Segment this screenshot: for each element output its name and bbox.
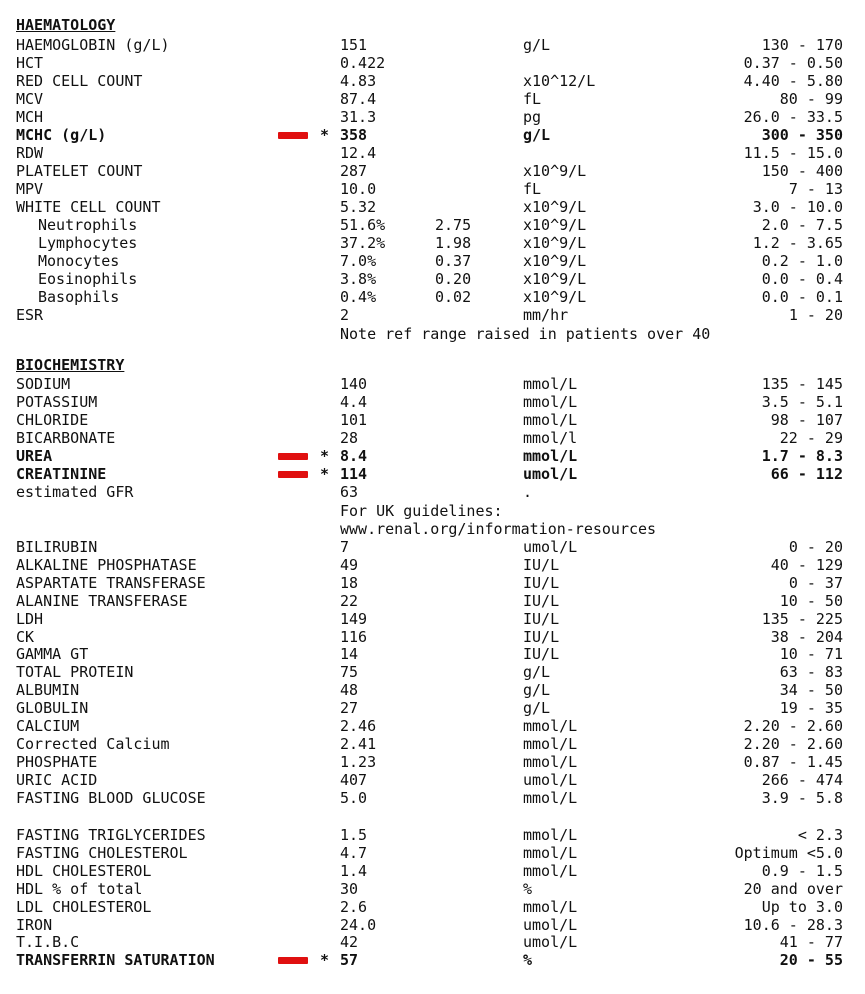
- abnormal-asterisk: *: [320, 126, 330, 144]
- test-name: TRANSFERRIN SATURATION: [16, 951, 215, 970]
- test-value: 24.0: [340, 915, 377, 934]
- test-value: 10.0: [340, 180, 377, 198]
- reference-range: 11.5 - 15.0: [743, 144, 843, 162]
- result-row: [0, 36, 865, 54]
- test-value: 2.46: [340, 717, 377, 735]
- test-name: T.I.B.C: [16, 933, 80, 952]
- reference-range: 10.6 - 28.3: [743, 915, 843, 934]
- test-value: 49: [340, 555, 359, 574]
- test-unit: mmol/l: [523, 429, 578, 447]
- result-row: [0, 465, 865, 483]
- result-row: [0, 538, 865, 556]
- result-row: [0, 880, 865, 898]
- test-name: RDW: [16, 144, 44, 162]
- reference-range: 38 - 204: [770, 627, 843, 646]
- result-row: [0, 252, 865, 270]
- abnormal-flag-marker: [278, 957, 308, 964]
- abnormal-asterisk: *: [320, 465, 330, 483]
- test-value: 2: [340, 306, 350, 324]
- test-unit: %: [523, 879, 533, 898]
- test-value: 287: [340, 162, 368, 180]
- test-value: 3.8%: [340, 270, 377, 288]
- gfr-note-url: www.renal.org/information-resources: [340, 520, 657, 538]
- test-value: 2.6: [340, 897, 368, 916]
- absolute-count: 2.75: [435, 216, 472, 234]
- result-row: [0, 699, 865, 717]
- test-value: 4.83: [340, 72, 377, 90]
- test-value: 358: [340, 126, 368, 144]
- test-name: MCH: [16, 108, 44, 126]
- reference-range: 10 - 50: [779, 591, 843, 610]
- test-unit: IU/L: [523, 591, 560, 610]
- reference-range: 22 - 29: [779, 429, 843, 447]
- test-name: Monocytes: [38, 252, 120, 270]
- result-row: [0, 411, 865, 429]
- reference-range: 3.0 - 10.0: [752, 198, 843, 216]
- test-name: LDL CHOLESTEROL: [16, 897, 152, 916]
- test-name: estimated GFR: [16, 483, 134, 501]
- reference-range: 80 - 99: [779, 90, 843, 108]
- test-value: 101: [340, 411, 368, 429]
- test-value: 2.41: [340, 734, 377, 753]
- test-name: SODIUM: [16, 375, 71, 393]
- test-value: 5.0: [340, 788, 368, 807]
- reference-range: 98 - 107: [770, 411, 843, 429]
- test-name: LDH: [16, 609, 44, 628]
- test-unit: x10^9/L: [523, 216, 587, 234]
- reference-range: 20 - 55: [779, 951, 843, 970]
- test-value: 1.5: [340, 826, 368, 844]
- reference-range: 135 - 225: [761, 609, 843, 628]
- test-unit: mmol/L: [523, 375, 578, 393]
- test-name: GAMMA GT: [16, 645, 89, 664]
- test-name: ASPARTATE TRANSFERASE: [16, 573, 206, 592]
- reference-range: 20 and over: [743, 879, 843, 898]
- reference-range: 19 - 35: [779, 699, 843, 718]
- result-row: [0, 483, 865, 501]
- test-value: 48: [340, 681, 359, 700]
- test-value: 151: [340, 36, 368, 54]
- test-unit: IU/L: [523, 609, 560, 628]
- result-row: [0, 375, 865, 393]
- reference-range: Optimum <5.0: [734, 843, 843, 862]
- test-value: 27: [340, 699, 359, 718]
- absolute-count: 0.37: [435, 252, 472, 270]
- test-unit: IU/L: [523, 573, 560, 592]
- test-unit: mm/hr: [523, 306, 569, 324]
- test-unit: mmol/L: [523, 734, 578, 753]
- test-value: 4.7: [340, 843, 368, 862]
- abnormal-flag-marker: [278, 471, 308, 478]
- result-row: [0, 216, 865, 234]
- test-name: Eosinophils: [38, 270, 138, 288]
- test-unit: x10^9/L: [523, 234, 587, 252]
- test-unit: umol/L: [523, 465, 578, 483]
- test-unit: IU/L: [523, 555, 560, 574]
- test-value: 75: [340, 663, 359, 682]
- reference-range: 300 - 350: [761, 126, 843, 144]
- test-name: FASTING TRIGLYCERIDES: [16, 826, 206, 844]
- test-value: 18: [340, 573, 359, 592]
- reference-range: 40 - 129: [770, 555, 843, 574]
- result-row: [0, 735, 865, 753]
- test-unit: x10^9/L: [523, 270, 587, 288]
- result-row: [0, 447, 865, 465]
- test-value: 7.0%: [340, 252, 377, 270]
- test-value: 28: [340, 429, 359, 447]
- test-value: 140: [340, 375, 368, 393]
- reference-range: 34 - 50: [779, 681, 843, 700]
- result-row: [0, 270, 865, 288]
- result-row: [0, 592, 865, 610]
- test-unit: %: [523, 951, 533, 970]
- test-name: MCV: [16, 90, 44, 108]
- test-name: CK: [16, 627, 35, 646]
- result-row: [0, 429, 865, 447]
- test-value: 30: [340, 879, 359, 898]
- test-unit: mmol/L: [523, 861, 578, 880]
- result-row: [0, 898, 865, 916]
- result-row: [0, 916, 865, 934]
- test-name: UREA: [16, 447, 53, 465]
- test-unit: mmol/L: [523, 843, 578, 862]
- test-name: FASTING BLOOD GLUCOSE: [16, 788, 206, 807]
- test-unit: umol/L: [523, 770, 578, 789]
- abnormal-asterisk: *: [320, 951, 330, 970]
- test-value: 63: [340, 483, 359, 501]
- test-unit: fL: [523, 180, 542, 198]
- test-unit: umol/L: [523, 538, 578, 556]
- test-name: URIC ACID: [16, 770, 98, 789]
- result-row: [0, 54, 865, 72]
- test-name: WHITE CELL COUNT: [16, 198, 161, 216]
- test-unit: mmol/L: [523, 897, 578, 916]
- test-name: HCT: [16, 54, 44, 72]
- reference-range: 7 - 13: [788, 180, 843, 198]
- reference-range: 26.0 - 33.5: [743, 108, 843, 126]
- test-name: IRON: [16, 915, 53, 934]
- result-row: [0, 789, 865, 807]
- test-unit: mmol/L: [523, 447, 578, 465]
- test-value: 8.4: [340, 447, 368, 465]
- test-unit: g/L: [523, 699, 551, 718]
- reference-range: 4.40 - 5.80: [743, 72, 843, 90]
- test-value: 22: [340, 591, 359, 610]
- test-unit: mmol/L: [523, 717, 578, 735]
- test-value: 1.23: [340, 752, 377, 771]
- test-name: CALCIUM: [16, 717, 80, 735]
- test-name: MPV: [16, 180, 44, 198]
- abnormal-asterisk: *: [320, 447, 330, 465]
- reference-range: 3.5 - 5.1: [761, 393, 843, 411]
- result-row: [0, 108, 865, 126]
- test-value: 14: [340, 645, 359, 664]
- test-value: 149: [340, 609, 368, 628]
- result-row: [0, 753, 865, 771]
- test-value: 37.2%: [340, 234, 386, 252]
- result-row: [0, 574, 865, 592]
- test-unit: mmol/L: [523, 826, 578, 844]
- test-value: 51.6%: [340, 216, 386, 234]
- test-value: 31.3: [340, 108, 377, 126]
- reference-range: 2.0 - 7.5: [761, 216, 843, 234]
- result-row: [0, 862, 865, 880]
- test-value: 1.4: [340, 861, 368, 880]
- abnormal-flag-marker: [278, 453, 308, 460]
- test-name: FASTING CHOLESTEROL: [16, 843, 188, 862]
- test-value: 114: [340, 465, 368, 483]
- result-row: [0, 90, 865, 108]
- test-value: 87.4: [340, 90, 377, 108]
- test-value: 0.4%: [340, 288, 377, 306]
- test-unit: umol/L: [523, 933, 578, 952]
- result-row: [0, 645, 865, 663]
- reference-range: < 2.3: [797, 826, 843, 844]
- test-name: CREATININE: [16, 465, 107, 483]
- result-row: [0, 306, 865, 324]
- result-row: [0, 393, 865, 411]
- reference-range: 0.0 - 0.1: [761, 288, 843, 306]
- test-unit: umol/L: [523, 915, 578, 934]
- test-name: HDL % of total: [16, 879, 143, 898]
- test-name: BILIRUBIN: [16, 538, 98, 556]
- result-row: [0, 198, 865, 216]
- test-value: 57: [340, 951, 359, 970]
- test-value: 7: [340, 538, 350, 556]
- result-row: [0, 72, 865, 90]
- result-row: [0, 234, 865, 252]
- reference-range: 0.9 - 1.5: [761, 861, 843, 880]
- result-row: [0, 933, 865, 951]
- test-value: 5.32: [340, 198, 377, 216]
- absolute-count: 1.98: [435, 234, 472, 252]
- test-unit: g/L: [523, 663, 551, 682]
- reference-range: 266 - 474: [761, 770, 843, 789]
- test-unit: IU/L: [523, 645, 560, 664]
- esr-note: Note ref range raised in patients over 40: [340, 325, 711, 343]
- reference-range: 0.0 - 0.4: [761, 270, 843, 288]
- reference-range: 0 - 20: [788, 538, 843, 556]
- test-unit: x10^9/L: [523, 198, 587, 216]
- result-row: [0, 628, 865, 646]
- test-unit: IU/L: [523, 627, 560, 646]
- test-unit: x10^12/L: [523, 72, 596, 90]
- test-name: Basophils: [38, 288, 120, 306]
- test-value: 0.422: [340, 54, 386, 72]
- absolute-count: 0.20: [435, 270, 472, 288]
- test-unit: fL: [523, 90, 542, 108]
- reference-range: Up to 3.0: [761, 897, 843, 916]
- test-unit: pg: [523, 108, 542, 126]
- absolute-count: 0.02: [435, 288, 472, 306]
- reference-range: 0.87 - 1.45: [743, 752, 843, 771]
- test-name: Neutrophils: [38, 216, 138, 234]
- test-name: HAEMOGLOBIN (g/L): [16, 36, 170, 54]
- result-row: [0, 556, 865, 574]
- test-unit: .: [523, 483, 533, 501]
- test-value: 116: [340, 627, 368, 646]
- test-unit: g/L: [523, 36, 551, 54]
- reference-range: 0.37 - 0.50: [743, 54, 843, 72]
- result-row: [0, 826, 865, 844]
- reference-range: 0.2 - 1.0: [761, 252, 843, 270]
- test-name: ESR: [16, 306, 44, 324]
- test-name: BICARBONATE: [16, 429, 116, 447]
- test-unit: x10^9/L: [523, 252, 587, 270]
- result-row: [0, 844, 865, 862]
- abnormal-flag-marker: [278, 132, 308, 139]
- result-row: [0, 126, 865, 144]
- reference-range: 2.20 - 2.60: [743, 734, 843, 753]
- test-unit: mmol/L: [523, 411, 578, 429]
- reference-range: 1.2 - 3.65: [752, 234, 843, 252]
- test-name: POTASSIUM: [16, 393, 98, 411]
- result-row: [0, 951, 865, 969]
- test-name: ALANINE TRANSFERASE: [16, 591, 188, 610]
- gfr-note-guidelines: For UK guidelines:: [340, 502, 503, 520]
- test-name: TOTAL PROTEIN: [16, 663, 134, 682]
- result-row: [0, 180, 865, 198]
- result-row: [0, 663, 865, 681]
- test-unit: mmol/L: [523, 393, 578, 411]
- test-name: RED CELL COUNT: [16, 72, 143, 90]
- section-title-haematology: HAEMATOLOGY: [16, 16, 116, 34]
- reference-range: 1.7 - 8.3: [761, 447, 843, 465]
- test-value: 12.4: [340, 144, 377, 162]
- reference-range: 1 - 20: [788, 306, 843, 324]
- result-row: [0, 717, 865, 735]
- test-unit: x10^9/L: [523, 288, 587, 306]
- reference-range: 150 - 400: [761, 162, 843, 180]
- reference-range: 0 - 37: [788, 573, 843, 592]
- test-name: GLOBULIN: [16, 699, 89, 718]
- result-row: [0, 144, 865, 162]
- test-value: 407: [340, 770, 368, 789]
- test-value: 42: [340, 933, 359, 952]
- test-value: 4.4: [340, 393, 368, 411]
- test-name: Lymphocytes: [38, 234, 138, 252]
- test-name: PLATELET COUNT: [16, 162, 143, 180]
- reference-range: 130 - 170: [761, 36, 843, 54]
- test-name: HDL CHOLESTEROL: [16, 861, 152, 880]
- test-unit: g/L: [523, 126, 551, 144]
- test-unit: mmol/L: [523, 752, 578, 771]
- result-row: [0, 288, 865, 306]
- reference-range: 63 - 83: [779, 663, 843, 682]
- result-row: [0, 162, 865, 180]
- test-name: CHLORIDE: [16, 411, 89, 429]
- reference-range: 10 - 71: [779, 645, 843, 664]
- reference-range: 41 - 77: [779, 933, 843, 952]
- result-row: [0, 610, 865, 628]
- reference-range: 3.9 - 5.8: [761, 788, 843, 807]
- result-row: [0, 771, 865, 789]
- test-name: Corrected Calcium: [16, 734, 170, 753]
- reference-range: 2.20 - 2.60: [743, 717, 843, 735]
- result-row: [0, 681, 865, 699]
- reference-range: 66 - 112: [770, 465, 843, 483]
- test-name: MCHC (g/L): [16, 126, 107, 144]
- test-unit: x10^9/L: [523, 162, 587, 180]
- section-title-biochemistry: BIOCHEMISTRY: [16, 356, 125, 374]
- test-name: ALKALINE PHOSPHATASE: [16, 555, 197, 574]
- test-unit: g/L: [523, 681, 551, 700]
- reference-range: 135 - 145: [761, 375, 843, 393]
- test-name: PHOSPHATE: [16, 752, 98, 771]
- test-unit: mmol/L: [523, 788, 578, 807]
- test-name: ALBUMIN: [16, 681, 80, 700]
